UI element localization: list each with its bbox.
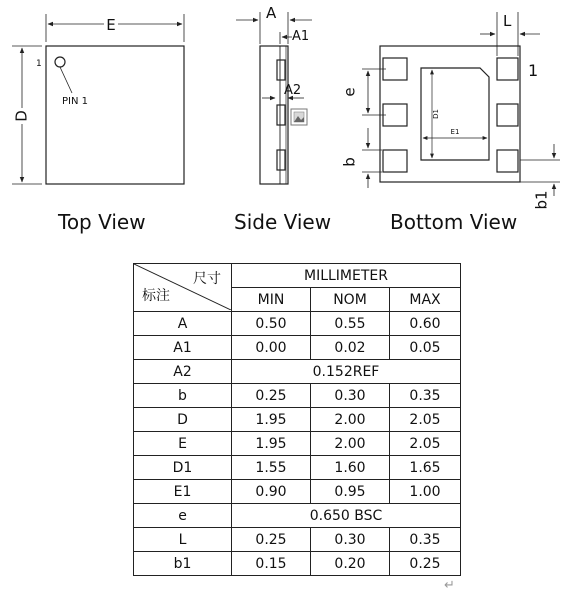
- side-view-body: [260, 46, 288, 184]
- table-row: [134, 312, 461, 336]
- cell-min: 0.15: [232, 552, 311, 576]
- table-corner-cell: [134, 264, 232, 312]
- pin1-marker: [55, 57, 65, 67]
- table-row: [134, 504, 461, 528]
- top-view-body: [46, 46, 184, 184]
- cell-min: 0.90: [232, 480, 311, 504]
- table-row: [134, 528, 461, 552]
- table-row: [134, 552, 461, 576]
- bottom-pad-4: [497, 58, 518, 80]
- bottom-view-body: [380, 46, 520, 182]
- side-lead-1: [277, 60, 285, 80]
- table-row: [134, 432, 461, 456]
- bottom-dim-d1-text: D1: [432, 109, 440, 119]
- table-header-row: [134, 264, 461, 288]
- cell-max: 0.35: [390, 384, 461, 408]
- cell-max: 2.05: [390, 432, 461, 456]
- cell-nom: 2.00: [311, 432, 390, 456]
- cell-min: 1.95: [232, 408, 311, 432]
- cell-max: 0.60: [390, 312, 461, 336]
- bottom-pad-1: [383, 58, 407, 80]
- corner-label-size: 尺寸: [193, 271, 221, 287]
- side-lead-3: [277, 150, 285, 170]
- cell-max: 1.65: [390, 456, 461, 480]
- top-view: [12, 14, 184, 184]
- side-dim-a-text: A: [266, 4, 277, 22]
- cell-symbol: D: [134, 408, 232, 432]
- cell-symbol: b1: [134, 552, 232, 576]
- cell-nom: 0.30: [311, 528, 390, 552]
- cell-symbol: A2: [134, 360, 232, 384]
- cell-symbol: b: [134, 384, 232, 408]
- side-lead-2: [277, 105, 285, 125]
- cell-symbol: E: [134, 432, 232, 456]
- cell-span-value: 0.650 BSC: [232, 504, 461, 528]
- cell-max: 1.00: [390, 480, 461, 504]
- col-header-max: MAX: [390, 288, 461, 312]
- cell-nom: 1.60: [311, 456, 390, 480]
- top-view-title: Top View: [58, 210, 146, 234]
- pin1-leader: [60, 67, 72, 93]
- cell-max: 2.05: [390, 408, 461, 432]
- top-pin-number: 1: [36, 59, 42, 69]
- bottom-pin-number: 1: [528, 61, 539, 80]
- cell-span-value: 0.152REF: [232, 360, 461, 384]
- bottom-pad-3: [383, 150, 407, 172]
- table-row: [134, 360, 461, 384]
- bottom-dim-e1-text: E1: [450, 128, 460, 136]
- cell-symbol: e: [134, 504, 232, 528]
- cell-symbol: L: [134, 528, 232, 552]
- bottom-pad-2: [383, 104, 407, 126]
- top-pin-label: PIN 1: [62, 96, 89, 107]
- cell-nom: 0.02: [311, 336, 390, 360]
- col-header-min: MIN: [232, 288, 311, 312]
- bottom-pad-5: [497, 104, 518, 126]
- cell-nom: 0.55: [311, 312, 390, 336]
- bottom-pad-6: [497, 150, 518, 172]
- table-row: [134, 336, 461, 360]
- col-header-nom: NOM: [311, 288, 390, 312]
- cell-nom: 2.00: [311, 408, 390, 432]
- corner-label-symbol: 标注: [142, 288, 170, 304]
- cell-symbol: A: [134, 312, 232, 336]
- cell-symbol: E1: [134, 480, 232, 504]
- bottom-dim-b1-text: b1: [532, 190, 551, 210]
- bottom-dim-l-text: L: [503, 12, 512, 30]
- cell-nom: 0.95: [311, 480, 390, 504]
- cell-min: 0.25: [232, 384, 311, 408]
- table-row: [134, 408, 461, 432]
- side-view-title: Side View: [234, 210, 332, 234]
- side-dim-a1-text: A1: [292, 29, 310, 44]
- cell-min: 1.95: [232, 432, 311, 456]
- table-unit-header: MILLIMETER: [232, 264, 461, 288]
- cell-symbol: A1: [134, 336, 232, 360]
- side-dim-a2-text: A2: [284, 83, 302, 98]
- cell-max: 0.05: [390, 336, 461, 360]
- bottom-view: [362, 12, 560, 196]
- cell-min: 0.50: [232, 312, 311, 336]
- cell-min: 0.00: [232, 336, 311, 360]
- cell-nom: 0.20: [311, 552, 390, 576]
- cell-symbol: D1: [134, 456, 232, 480]
- cell-max: 0.35: [390, 528, 461, 552]
- table-row: [134, 480, 461, 504]
- bottom-dim-e-text: e: [340, 87, 359, 97]
- table-row: [134, 456, 461, 480]
- bottom-view-title: Bottom View: [390, 210, 518, 234]
- bottom-dim-b-text: b: [340, 157, 359, 167]
- dimension-table: [133, 263, 461, 576]
- cell-max: 0.25: [390, 552, 461, 576]
- top-dim-d-text: D: [12, 110, 31, 122]
- image-placeholder-icon: [291, 109, 307, 125]
- return-mark: ↵: [444, 577, 455, 592]
- cell-min: 1.55: [232, 456, 311, 480]
- cell-min: 0.25: [232, 528, 311, 552]
- top-dim-e-text: E: [106, 16, 116, 34]
- cell-nom: 0.30: [311, 384, 390, 408]
- table-row: [134, 384, 461, 408]
